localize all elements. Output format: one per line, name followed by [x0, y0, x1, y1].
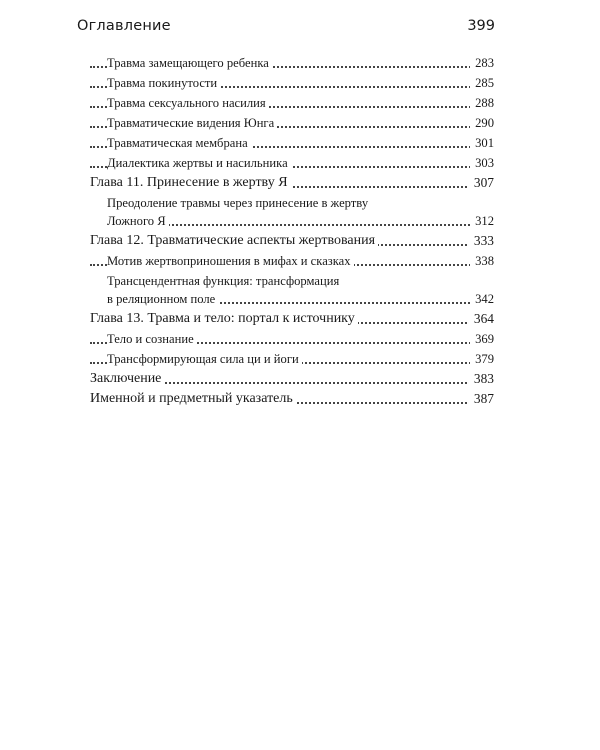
toc-entry[interactable] [90, 54, 494, 72]
toc-entry-page: 369 [470, 330, 494, 348]
toc-entry-title: Травма сексуального насилия [107, 96, 269, 110]
toc-chapter-title: Глава 12. Травматические аспекты жертвования [90, 233, 378, 248]
toc-entry-page: 288 [470, 94, 494, 112]
toc-chapter-entry[interactable] [90, 174, 494, 192]
toc-entry-title-line [107, 272, 494, 290]
toc-entry-title: Трансформирующая сила ци и йоги [107, 352, 302, 366]
toc-chapter-entry[interactable] [90, 370, 494, 388]
toc-entry-last-line [107, 290, 494, 308]
toc-entry[interactable] [90, 94, 494, 112]
toc-entry[interactable] [90, 194, 494, 230]
toc-entry-page: 333 [469, 232, 494, 250]
toc-entry-title-continued: в реляционном поле [107, 292, 218, 306]
toc-entry-title: Травма покинутости [107, 76, 220, 90]
toc-entry-last-line [107, 212, 494, 230]
toc-chapter-title: Глава 11. Принесение в жертву Я [90, 175, 291, 190]
toc-chapter-entry[interactable] [90, 390, 494, 408]
toc-entry-title: Мотив жертвоприношения в мифах и сказках [107, 254, 354, 268]
toc-chapter-title: Заключение [90, 371, 164, 386]
toc-entry-page: 307 [469, 174, 494, 192]
toc-entry-page: 285 [470, 74, 494, 92]
toc-entry-page: 312 [470, 212, 494, 230]
toc-entry-title: Преодоление травмы через принесение в жертву [107, 196, 369, 210]
toc-entry-title: Травма замещающего ребенка [107, 56, 272, 70]
toc-entry-page: 290 [470, 114, 494, 132]
toc-entry-page: 379 [470, 350, 494, 368]
toc-chapter-entry[interactable] [90, 232, 494, 250]
toc-entry-page: 387 [469, 390, 494, 408]
toc-chapter-entry[interactable] [90, 310, 494, 328]
toc-entry[interactable] [90, 350, 494, 368]
toc-entry[interactable] [90, 134, 494, 152]
toc-entry-page: 303 [470, 154, 494, 172]
toc-entry-title-line [107, 194, 494, 212]
toc-entry-page: 283 [470, 54, 494, 72]
toc-entry-title: Травматическая мембрана [107, 136, 251, 150]
toc-entry[interactable] [90, 154, 494, 172]
toc-entry[interactable] [90, 252, 494, 270]
toc-entry[interactable] [90, 330, 494, 348]
toc-entry-title-continued: Ложного Я [107, 214, 169, 228]
toc-entry-title: Травматические видения Юнга [107, 116, 277, 130]
toc-entry-page: 364 [469, 310, 494, 328]
toc-entry-title: Диалектика жертвы и насильника [107, 156, 291, 170]
toc-entry[interactable] [90, 114, 494, 132]
table-of-contents [90, 54, 494, 408]
toc-entry-title: Тело и сознание [107, 332, 197, 346]
toc-entry-title: Трансцендентная функция: трансформация [107, 274, 340, 288]
toc-chapter-title: Именной и предметный указатель [90, 391, 296, 406]
toc-entry-page: 383 [469, 370, 494, 388]
toc-entry[interactable] [90, 272, 494, 308]
page-number: 399 [467, 18, 495, 34]
running-head-title: Оглавление [77, 18, 171, 34]
toc-chapter-title: Глава 13. Травма и тело: портал к источнику [90, 311, 358, 326]
toc-entry-page: 342 [470, 290, 494, 308]
toc-entry-page: 301 [470, 134, 494, 152]
toc-entry[interactable] [90, 74, 494, 92]
toc-entry-page: 338 [470, 252, 494, 270]
